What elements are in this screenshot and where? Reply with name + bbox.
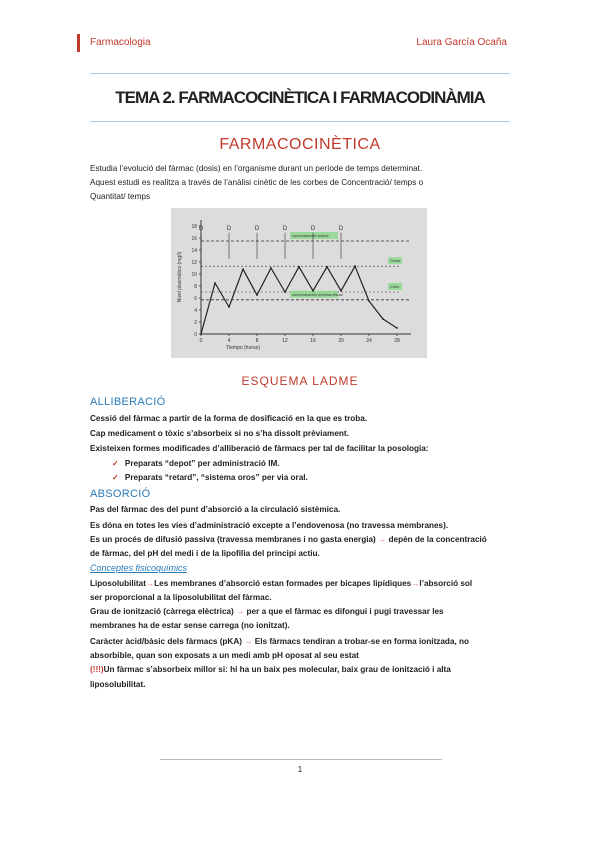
x-tick-label: 20 [338,338,344,344]
title-rule-bottom [90,121,510,122]
arrow-right-icon: → [236,607,245,616]
x-tick-label: 16 [310,338,316,344]
y-tick-label: 16 [191,236,197,242]
page-number: 1 [297,765,303,774]
x-tick-label: 12 [282,338,288,344]
data-point [242,268,244,270]
data-point [396,327,398,329]
alliberacio-line-2: Cap medicament o tòxic s’absorbeix si no s’ha dissolt prèviament. [90,429,349,438]
data-point [214,282,216,284]
data-point [200,333,202,335]
heading-alliberacio: ALLIBERACIÓ [90,396,166,408]
data-point [340,290,342,292]
absorcio-line-3: Es un procés de difusió passiva (travessa membranes i no gasta energia) → depèn de la concentració [90,535,487,544]
acid-basic-line-2: absorbible, quan son exposats a un medi amb pH oposat al seu estat [90,651,359,660]
absorcio-line-4: de fàrmac, del pH del medi i de la lipofilia del principi actiu. [90,549,320,558]
y-tick-label: 2 [194,320,197,326]
alliberacio-line-3: Existeixen formes modificades d’alliberació de fàrmacs per tal de facilitar la posologia: [90,444,429,453]
x-tick-label: 24 [366,338,372,344]
ionitzacio-line-2: membranes ha de estar sense carrega (no ionitzat). [90,621,290,630]
data-point [298,266,300,268]
alliberacio-line-1: Cessió del fàrmac a partir de la forma de dosificació en la que es troba. [90,414,368,423]
ionitzacio-line-1: Grau de ionització (càrrega elèctrica) → per a que el fàrmac es difongui i pugi travessar les [90,607,444,616]
pharmacokinetic-chart [171,208,427,358]
final-line-2: liposolubilitat. [90,680,146,689]
liposolubilitat-line-1: Liposolubilitat→Les membranes d’absorció estan formades per bicapes lipídiques→l’absorció sol [90,579,473,588]
dose-mark: D [338,226,344,233]
absorcio-line-2: Es dóna en totes les vies d’administració excepte a l’endovenosa (no travessa membranes). [90,521,449,530]
heading-conceptes-fisicoquimics: Conceptes fisicoquímics [90,563,188,573]
data-point [326,266,328,268]
absorcio-line-1: Pas del fàrmac des del punt d’absorció a la circulació sistèmica. [90,505,341,514]
alliberacio-bullet-1: ✓ Preparats “depot” per administració IM. [112,459,280,468]
dose-mark: D [282,226,288,233]
alliberacio-bullet-2: ✓ Preparats “retard”, “sistema oros” per via oral. [112,473,308,482]
page-title: TEMA 2. FARMACOCINÈTICA I FARMACODINÀMIA [115,88,485,107]
data-point [228,306,230,308]
dose-mark: D [226,226,232,233]
dose-mark: D [198,226,204,233]
data-point [270,267,272,269]
x-tick-label: 28 [394,338,400,344]
header-author: Laura García Ocaña [416,37,507,48]
footer-rule [160,759,442,760]
chart-label: concentración mínima eficaz [292,291,343,297]
chart-svg [171,208,427,358]
arrow-right-icon: → [244,637,253,646]
heading-farmacocinetica: FARMACOCINÈTICA [219,136,381,153]
final-line-1: (!!!)Un fàrmac s’absorbeix millor si: hi ha un baix pes molecular, baix grau de ionització i alta [90,665,451,674]
header-subject: Farmacologia [90,37,151,48]
liposolubilitat-line-2: ser proporcional a la liposolubilitat del fàrmac. [90,593,272,602]
y-tick-label: 10 [191,272,197,278]
check-icon: ✓ [112,459,119,468]
dose-mark: D [310,226,316,233]
x-axis-label: Tiempo (horas) [226,345,260,351]
check-icon: ✓ [112,473,119,482]
arrow-right-icon: → [378,535,387,544]
data-point [382,318,384,320]
x-tick-label: 4 [227,338,231,344]
x-tick-label: 8 [255,338,259,344]
header-accent-bar [77,34,80,52]
dose-mark: D [254,226,260,233]
alert-marker: (!!!) [90,665,104,674]
y-tick-label: 4 [194,308,197,314]
chart-label: Cmin [390,284,400,289]
chart-label: Cmax [390,258,401,264]
y-tick-label: 12 [191,260,197,266]
data-point [256,294,258,296]
intro-line-3: Quantitat/ temps [90,192,151,201]
data-point [312,290,314,292]
x-tick-label: 0 [199,338,203,344]
y-axis-label: Nivel plasmático (mg/l) [177,251,183,303]
intro-line-2: Aquest estudi es realitza a través de l’anàlisi cinètic de les corbes de Concentració/ temps o [90,178,424,187]
chart-label: concentración tóxica [292,233,329,238]
y-tick-label: 14 [191,248,197,254]
data-point [284,291,286,293]
arrow-right-icon: → [145,579,155,588]
intro-line-1: Estudia l’evolució del fàrmac (dosis) en l’organisme durant un període de temps determinat. [90,164,423,173]
heading-absorcio: ABSORCIÓ [90,488,151,500]
arrow-right-icon: → [411,579,420,588]
y-tick-label: 8 [194,284,197,290]
acid-basic-line-1: Caràcter àcid/bàsic dels fàrmacs (pKA) → Els fàrmacs tendiran a trobar-se en forma ionitzada, no [90,637,470,646]
y-tick-label: 18 [191,224,197,230]
data-point [368,300,370,302]
y-tick-label: 6 [194,296,197,302]
title-rule-top [90,73,510,74]
data-point [354,265,356,267]
y-tick-label: 0 [194,332,197,338]
heading-esquema-ladme: ESQUEMA LADME [241,374,359,388]
